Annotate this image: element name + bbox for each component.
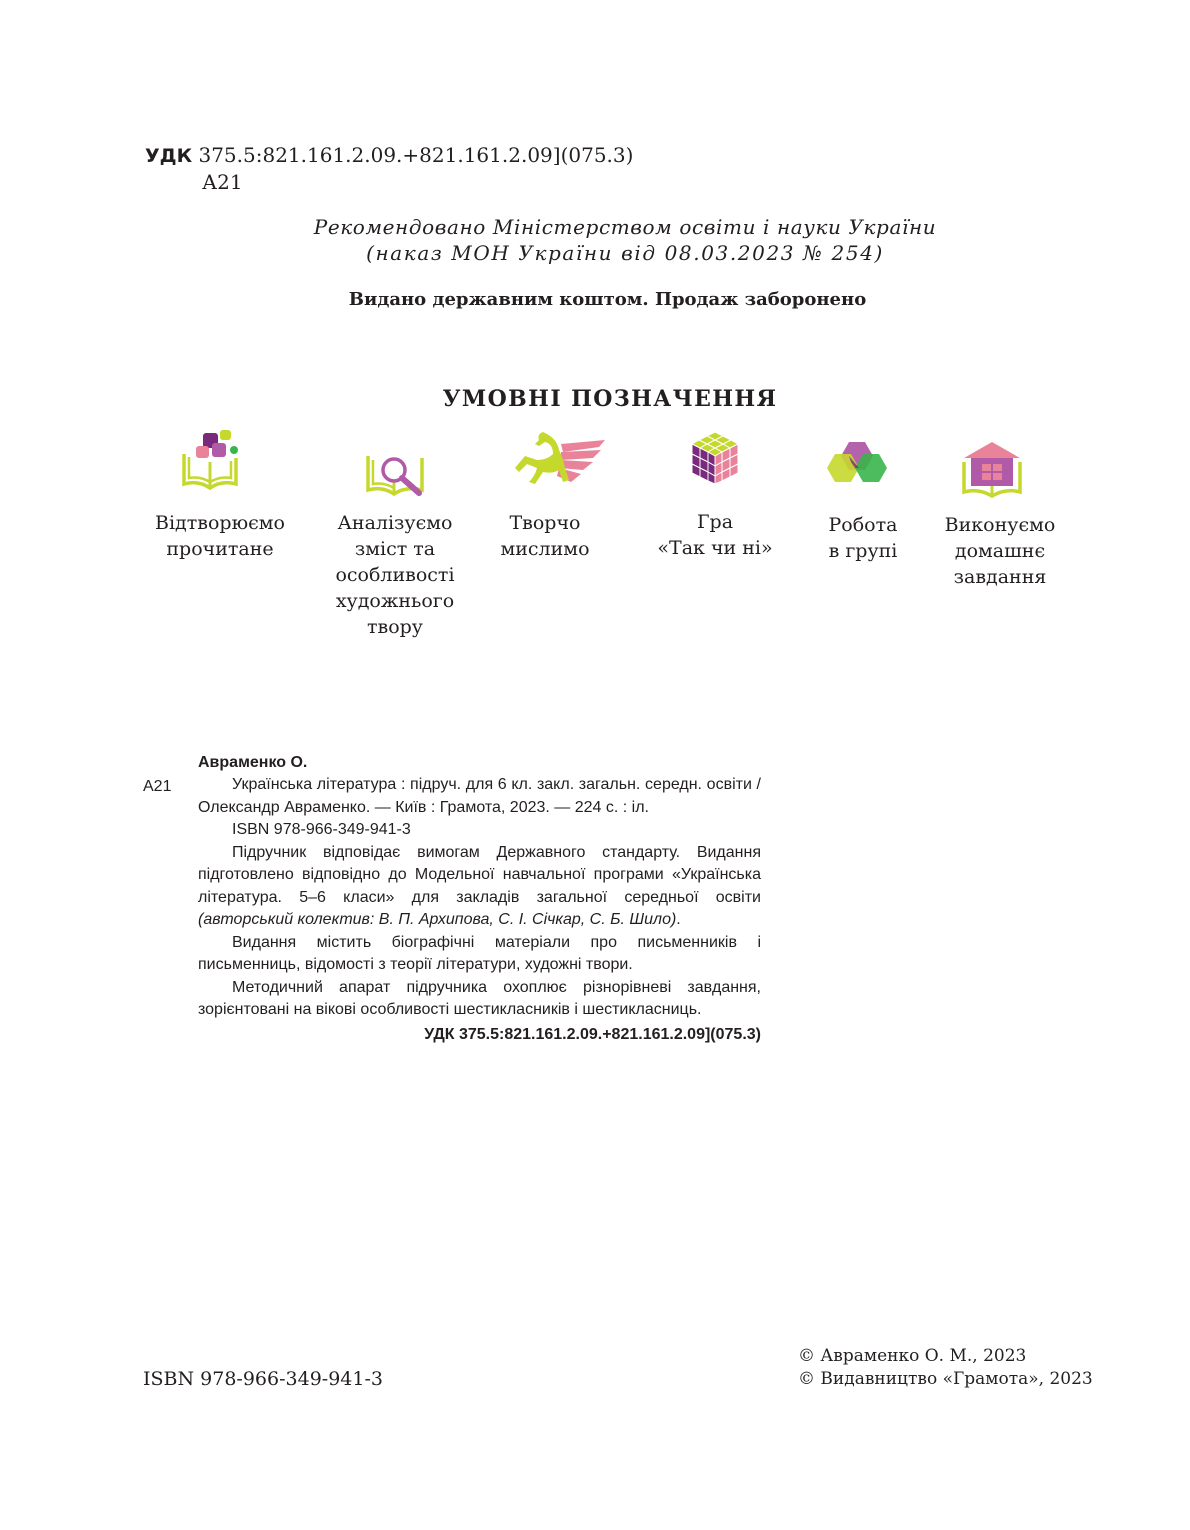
catalog-paragraph-3: Методичний апарат підручника охоплює різнорівневі завдання, зорієнтовані на вікові особливості шестикласників і шестикласниць. — [198, 978, 761, 1018]
copyright-author: © Авраменко О. М., 2023 — [798, 1346, 1027, 1366]
catalog-author: Авраменко О. — [198, 754, 308, 771]
udk-prefix: УДК — [145, 145, 193, 167]
catalog-index: А21 — [143, 778, 172, 795]
catalog-description: Українська література : підруч. для 6 кл. закл. загальн. середн. освіти / Олександр Авраменко. — Київ : Грамота, 2023. — 224 с. : іл. — [198, 776, 761, 816]
legend-title: УМОВНІ ПОЗНАЧЕННЯ — [442, 386, 778, 412]
recommendation-line-2: (наказ МОН України від 08.03.2023 № 254) — [366, 241, 884, 265]
catalog-isbn: ISBN 978-966-349-941-3 — [232, 821, 411, 838]
catalog-authors-collective: (авторський колектив: В. П. Архипова, С. І. Січкар, С. Б. Шило) — [198, 911, 677, 928]
copyright-block — [798, 1345, 1093, 1391]
rubiks-cube-icon — [690, 430, 740, 488]
index-code: А21 — [202, 170, 243, 194]
legend-label-reproduce: Відтворюємо прочитане — [155, 512, 285, 560]
pegasus-icon — [513, 430, 608, 492]
footer-isbn: ISBN 978-966-349-941-3 — [143, 1368, 383, 1390]
catalog-body — [198, 774, 761, 1046]
copyright-publisher: © Видавництво «Грамота», 2023 — [798, 1369, 1093, 1389]
catalog-udk: УДК 375.5:821.161.2.09.+821.161.2.09](075.3) — [424, 1025, 761, 1043]
legend-label-analyze: Аналізуємо зміст та особливості художнього твору — [335, 512, 455, 638]
book-magnifier-icon — [364, 450, 428, 502]
state-funded-notice: Видано державним коштом. Продаж заборонено — [348, 289, 867, 310]
udk-code: 375.5:821.161.2.09.+821.161.2.09](075.3) — [198, 143, 634, 167]
recommendation-line-1: Рекомендовано Міністерством освіти і науки України — [313, 215, 937, 239]
catalog-paragraph-1: Підручник відповідає вимогам Державного стандарту. Видання підготовлено відповідно до Модельної навчальної програми «Українська література. 5–6 класи» для закладів загальної середньої освіти (авторський колектив: В. П. Архипова, С. І. Січкар, С. Б. Шило). — [198, 843, 761, 928]
legend-label-homework: Виконуємо домашнє завдання — [944, 514, 1056, 588]
legend-label-group-work: Робота в групі — [828, 514, 898, 562]
udk-header — [145, 141, 633, 170]
hexagons-icon — [825, 440, 891, 490]
legend-label-game: Гра «Так чи ні» — [657, 511, 773, 559]
book-squares-icon — [178, 428, 242, 496]
house-book-icon — [960, 440, 1024, 502]
recommendation — [250, 214, 1000, 266]
catalog-paragraph-2: Видання містить біографічні матеріали про письменників і письменниць, відомості з теорії літератури, художні твори. — [198, 933, 761, 973]
legend-label-creative: Творчо мислимо — [500, 512, 590, 560]
